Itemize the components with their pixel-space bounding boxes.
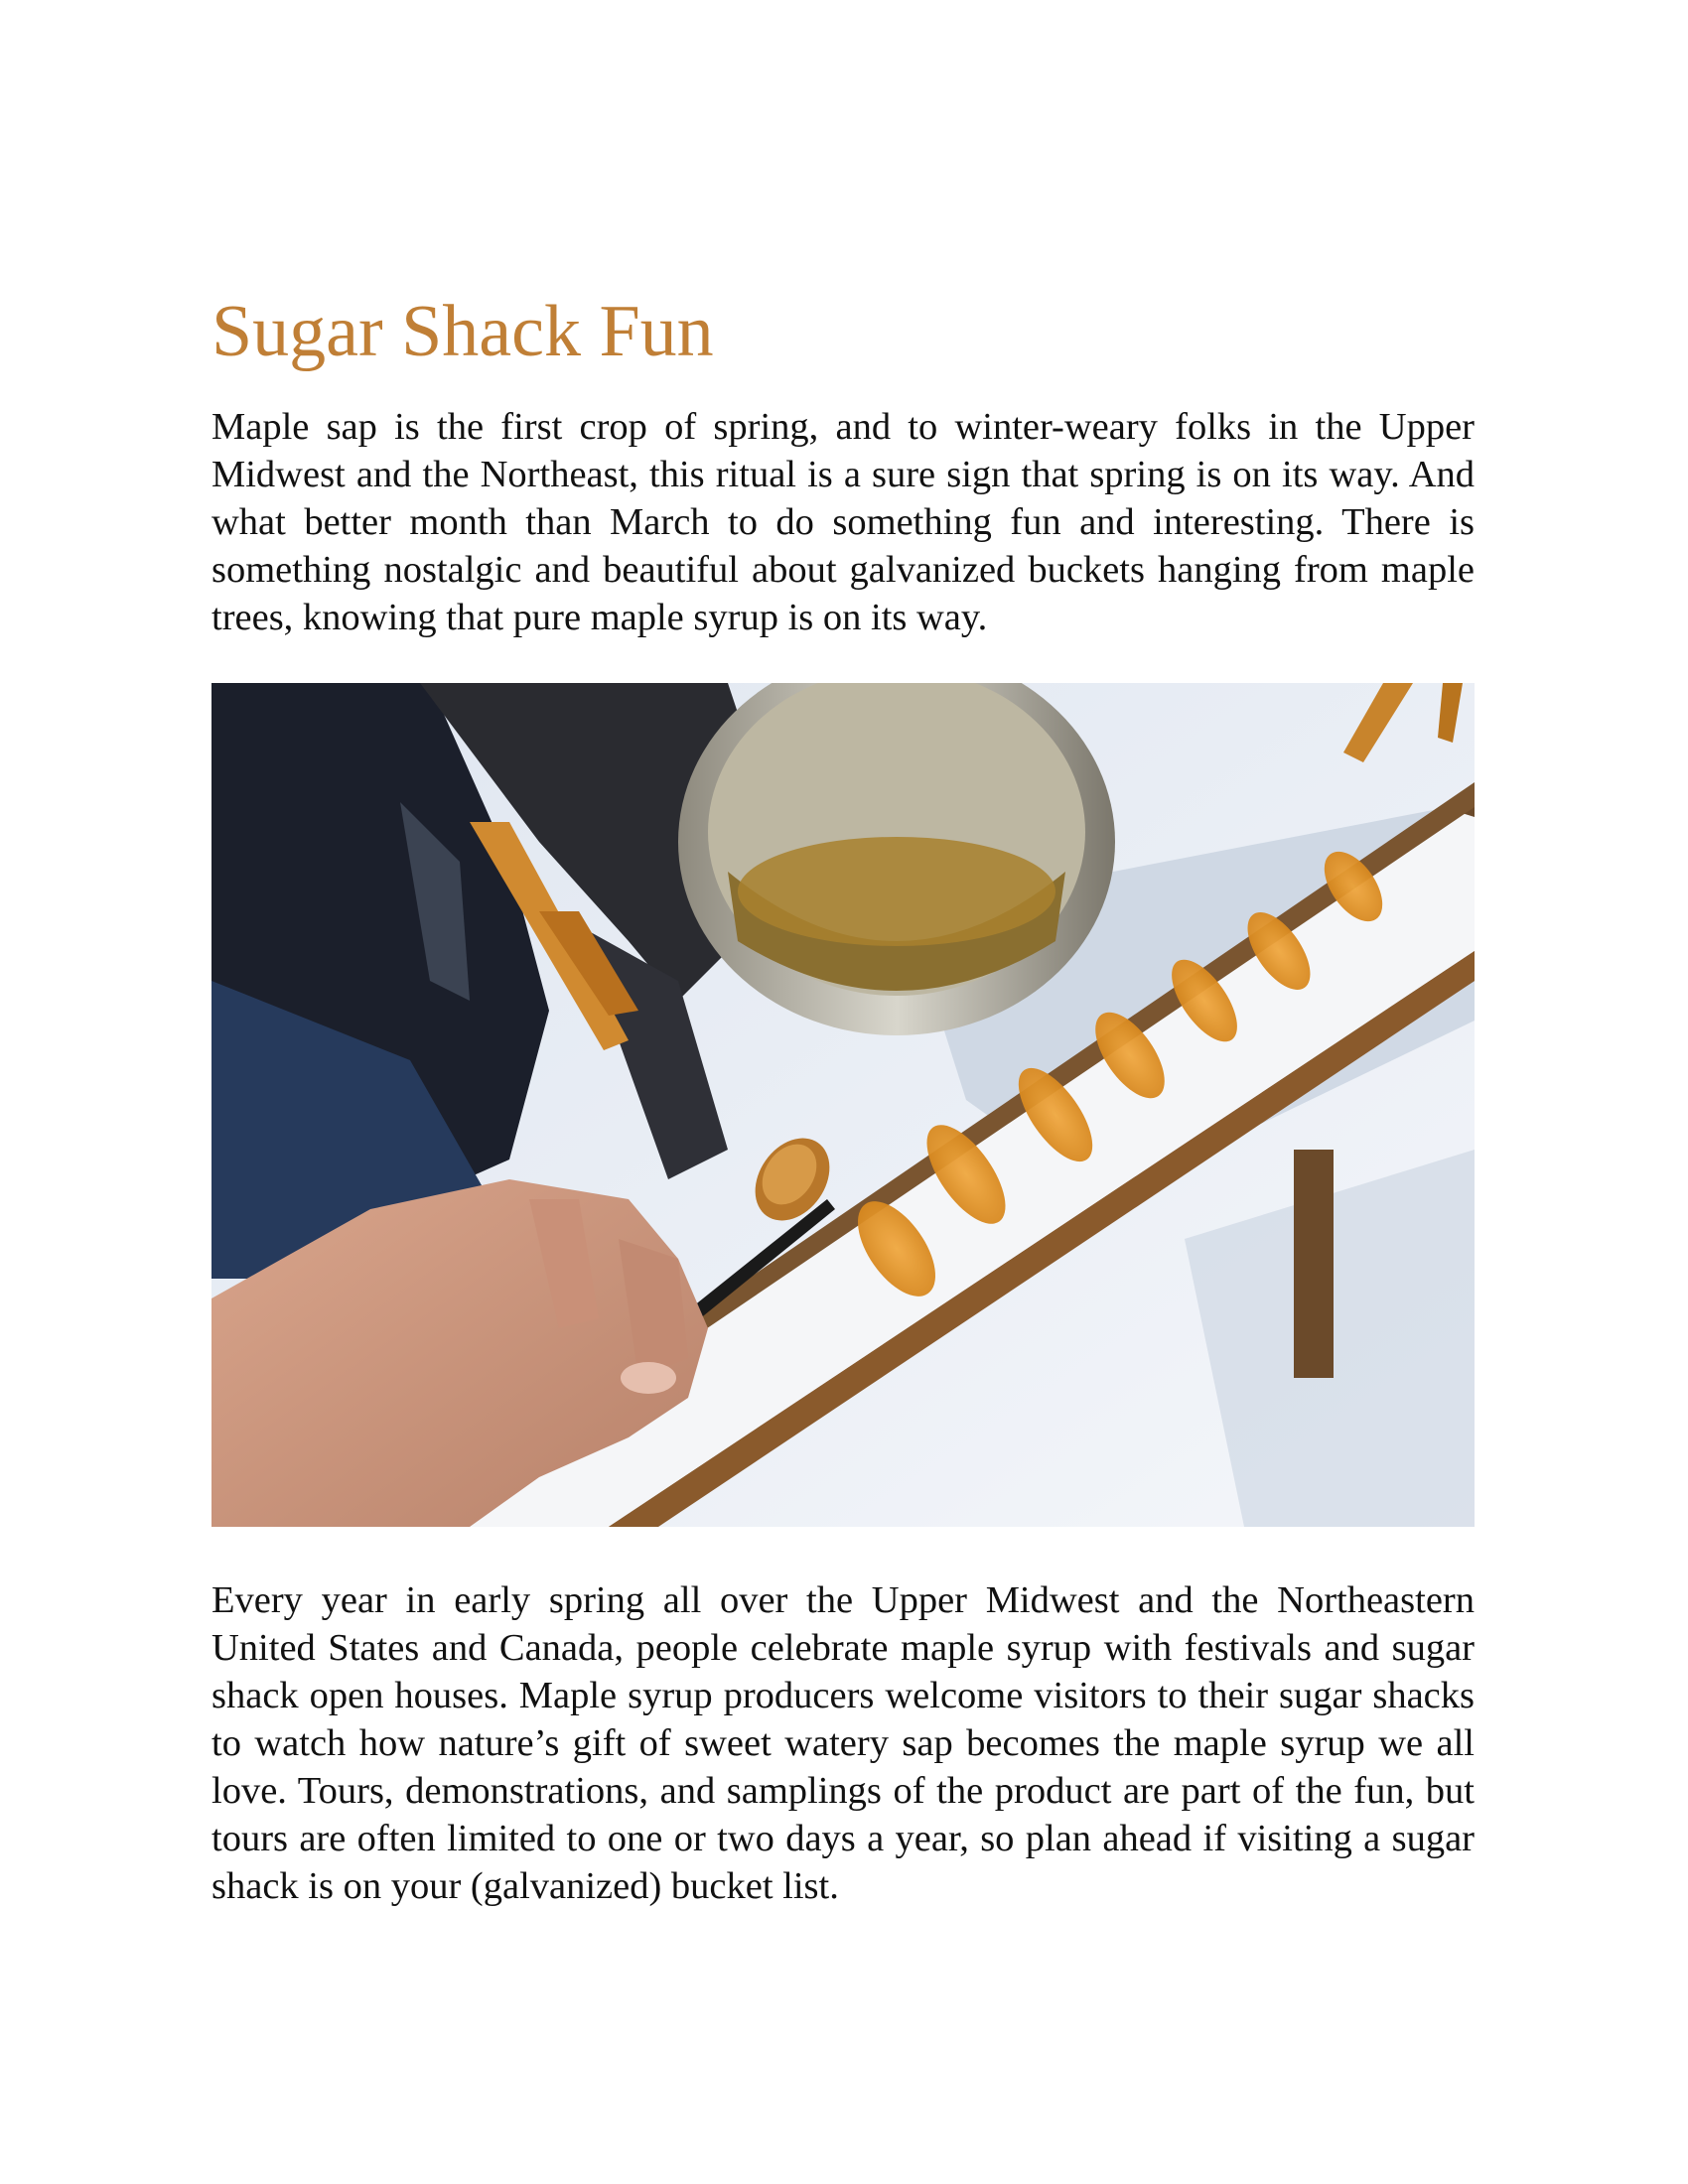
page-title: Sugar Shack Fun [211, 291, 714, 372]
body-paragraph: Every year in early spring all over the Upper Midwest and the Northeastern United States and Canada, people celebrate maple syrup with festivals and sugar shack open houses. Maple syrup producers welcome visitors to their sugar shacks to watch how nature’s gift of sweet watery sap becomes the maple syrup we all love. Tours, demonstrations, and samplings of the product are part of the fun, but tours are often limited to one or two days a year, so plan ahead if visiting a sugar shack is on your (galvanized) bucket list. [211, 1579, 1475, 1907]
maple-taffy-photo [211, 683, 1475, 1527]
intro-paragraph: Maple sap is the first crop of spring, and to winter-weary folks in the Upper Midwest and the Northeast, this ritual is a sure sign that spring is on its way. And what better month than March to do something fun and interesting. There is something nostalgic and beautiful about galvanized buckets hanging from maple trees, knowing that pure maple syrup is on its way. [211, 406, 1475, 638]
